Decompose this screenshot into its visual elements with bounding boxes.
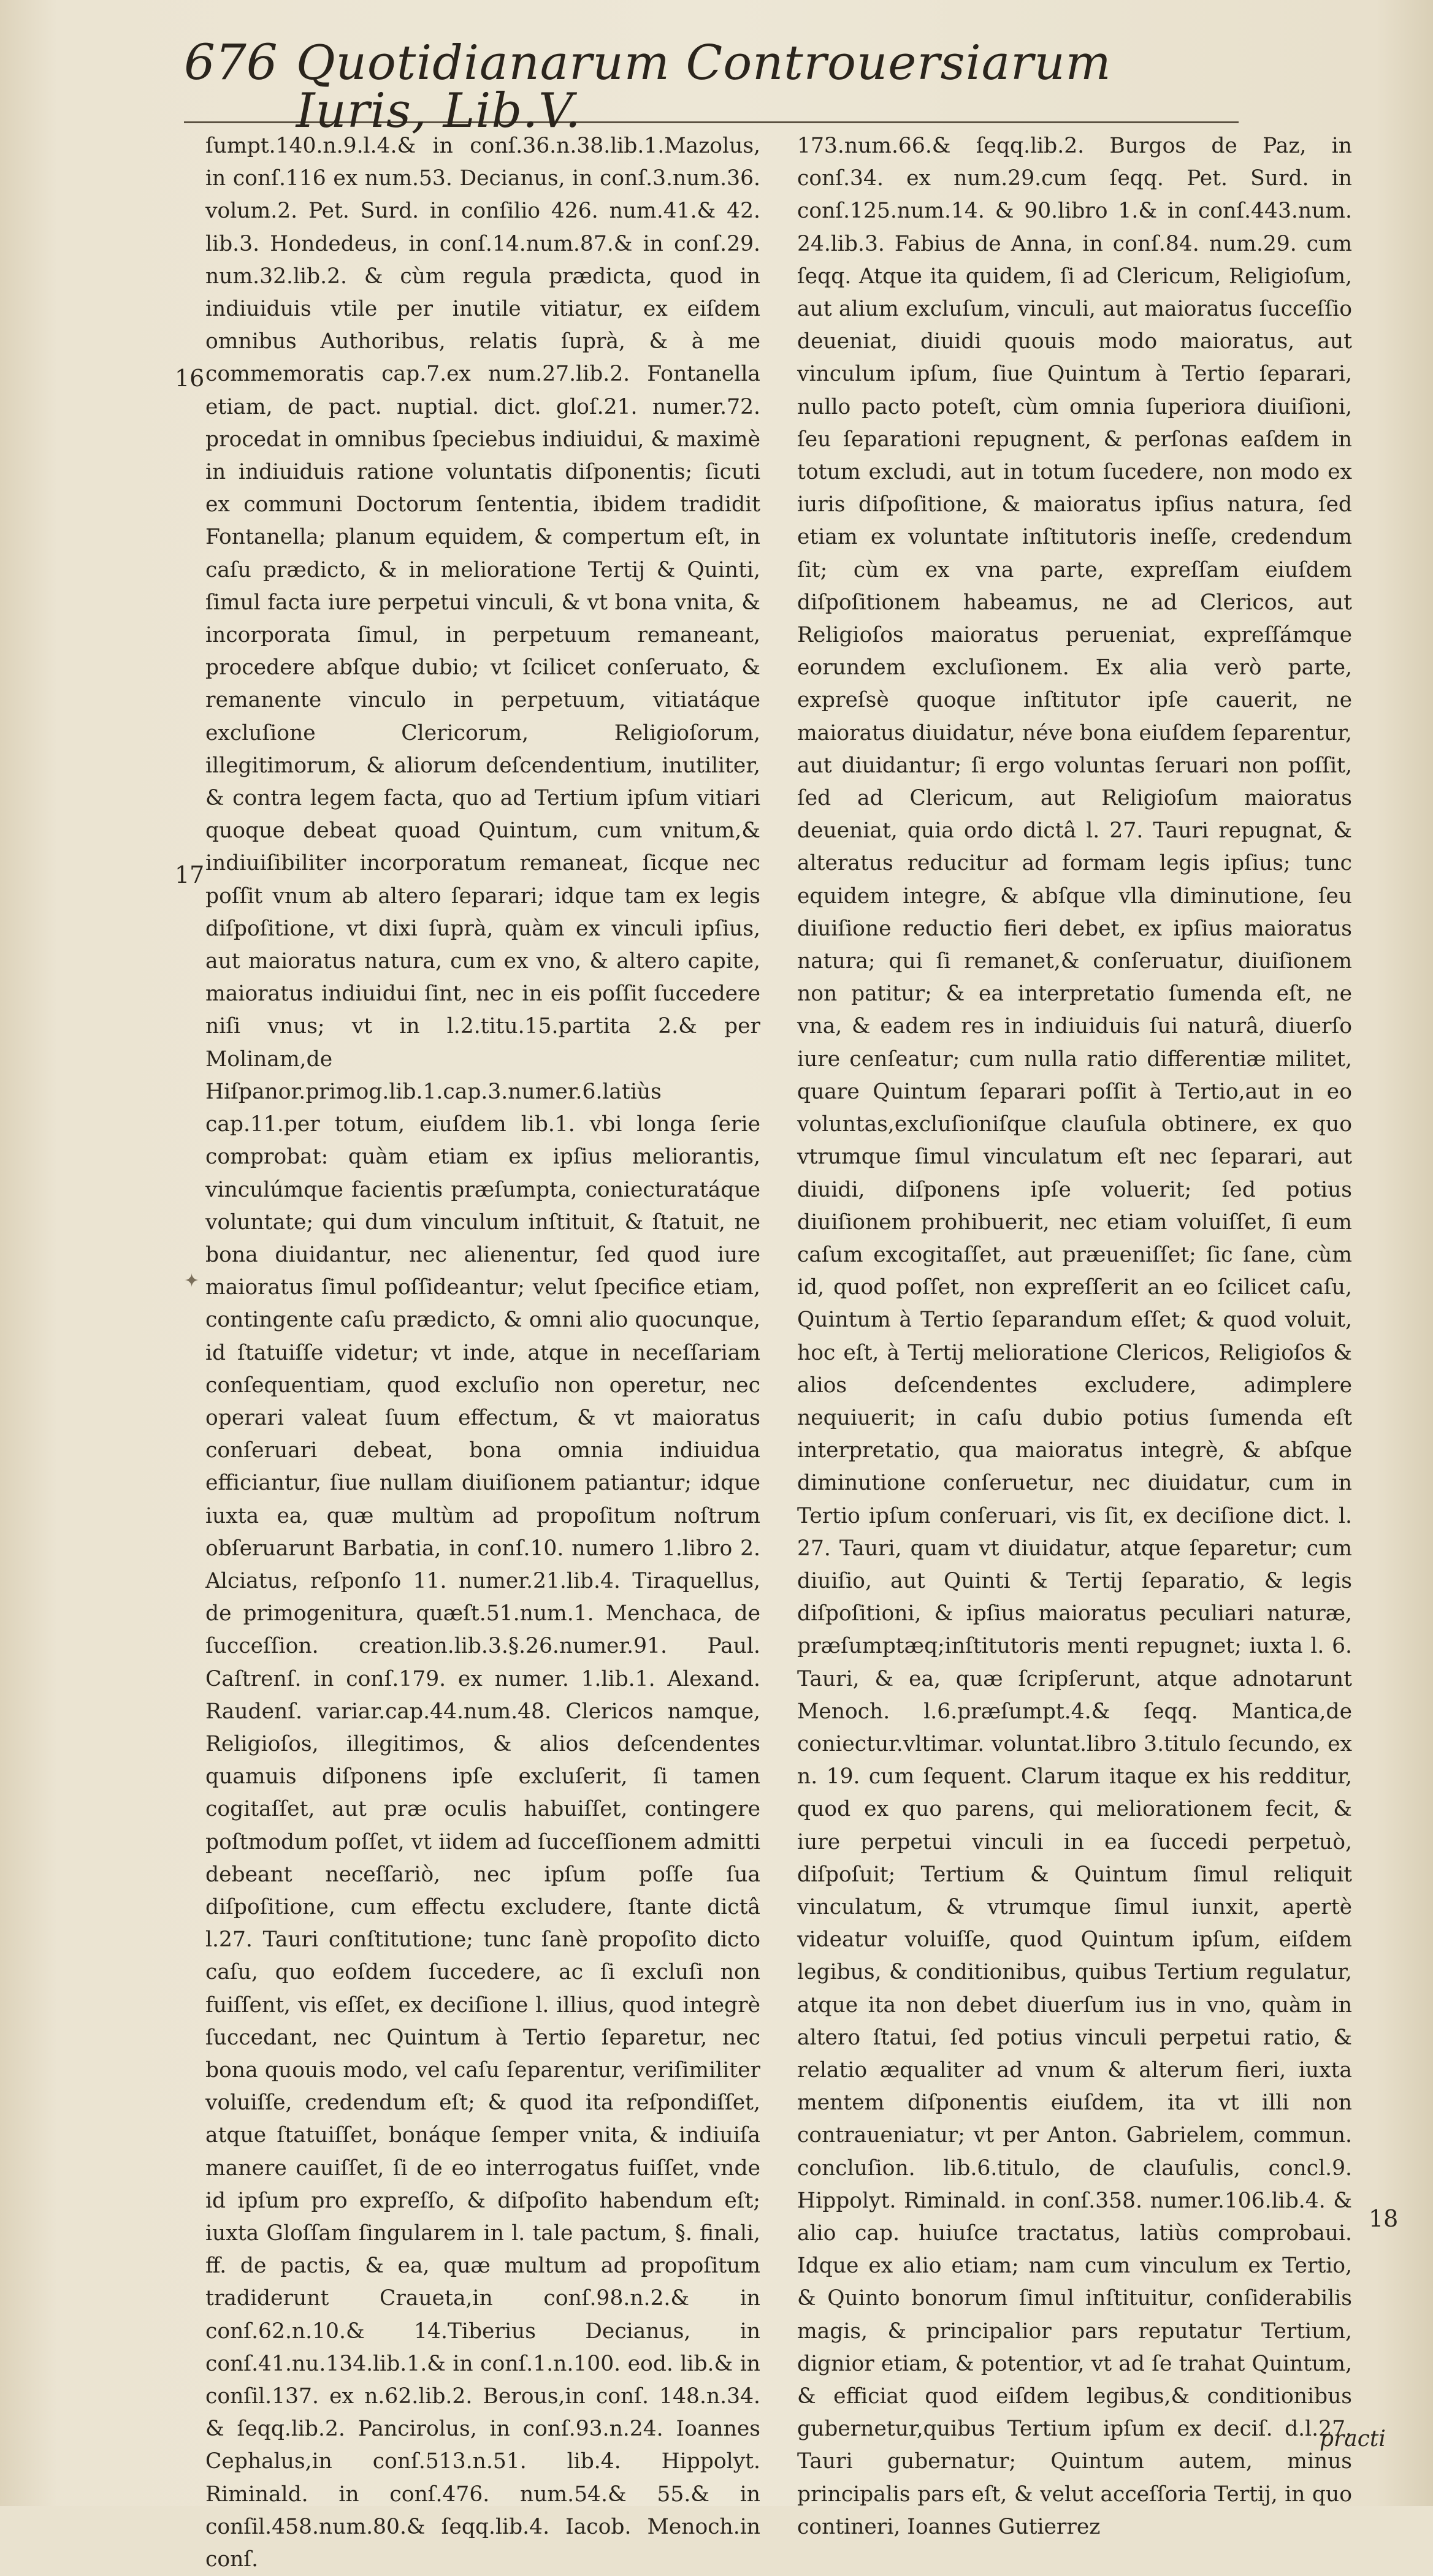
- margin-number-16: 16: [175, 365, 205, 392]
- left-column-text: ſumpt.140.n.9.l.4.& in conſ.36.n.38.lib.1.Mazolus, in conſ.116 ex num.53. Decianus, in conſ.3.num.36. volum.2. Pet. Surd. in conſilio 426. num.41.& 42. lib.3. Hondedeus, in conſ.14.num.87.& in conſ.29. num.32.lib.2. & cùm regula prædicta, quod in indiuiduis vtile per inutile vitiatur, ex eiſdem omnibus Authoribus, relatis ſuprà, & à me commemoratis cap.7.ex num.27.lib.2. Fontanella etiam, de pact. nuptial. dict. gloſ.21. numer.72. procedat in omnibus ſpeciebus indiuidui, & maximè in indiuiduis ratione voluntatis diſponentis; ſicuti ex communi Doctorum ſententia, ibidem tradidit Fontanella; planum equidem, & compertum eſt, in caſu prædicto, & in melioratione Tertij & Quinti, ſimul facta iure perpetui vinculi, & vt bona vnita, & incorporata ſimul, in perpetuum remaneant, procedere abſque dubio; vt ſcilicet conſeruato, & remanente vinculo in perpetuum, vitiatáque excluſione Clericorum, Religioſorum, illegitimorum, & aliorum deſcendentium, inutiliter, & contra legem facta, quo ad Tertium ipſum vitiari quoque debeat quoad Quintum, cum vnitum,& indiuiſibiliter incorporatum remaneat, ſicque nec poſſit vnum ab altero ſeparari; idque tam ex legis diſpoſitione, vt dixi ſuprà, quàm ex vinculi ipſius, aut maioratus natura, cum ex vno, & altero capite, maioratus indiuidui ſint, nec in eis poſſit ſuccedere niſi vnus; vt in l.2.titu.15.partita 2.& per Molinam,de Hiſpanor.primog.lib.1.cap.3.numer.6.latiùs cap.11.per totum, eiuſdem lib.1. vbi longa ſerie comprobat: quàm etiam ex ipſius meliorantis, vinculúmque facientis præſumpta, coniecturatáque voluntate; qui dum vinculum inſtituit, & ſtatuit, ne bona diuidantur, nec alienentur, ſed quod iure maioratus ſimul poſſideantur; velut ſpecifice etiam, contingente caſu prædicto, & omni alio quocunque, id ſtatuiſſe videtur; vt inde, atque in neceſſariam conſequentiam, quod excluſio non operetur, nec operari valeat ſuum effectum, & vt maioratus conſeruari debeat, bona omnia indiuidua efficiantur, ſiue nullam diuiſionem patiantur; idque iuxta ea, quæ multùm ad propoſitum noſtrum obſeruarunt Barbatia, in conſ.10. numero 1.libro 2. Alciatus, reſponſo 11. numer.21.lib.4. Tiraquellus, de primogenitura, quæſt.51.num.1. Menchaca, de ſucceſſion. creation.lib.3.§.26.numer.91. Paul. Caſtrenſ. in conſ.179. ex numer. 1.lib.1. Alexand. Raudenſ. variar.cap.44.num.48. Clericos namque, Religioſos, illegitimos, & alios deſcendentes quamuis diſponens ipſe excluſerit, ſi tamen cogitaſſet, aut præ oculis habuiſſet, contingere poſtmodum poſſet, vt iidem ad ſucceſſionem admitti debeant neceſſariò, nec ipſum poſſe ſua diſpoſitione, cum effectu excludere, ſtante dictâ l.27. Tauri conſtitutione; tunc ſanè propoſito dicto caſu, quo eoſdem ſuccedere, ac ſi excluſi non fuiſſent, vis eſſet, ex deciſione l. illius, quod integrè ſuccedant, nec Quintum à Tertio ſeparetur, nec bona quouis modo, vel caſu ſeparentur, veriſimiliter voluiſſe, credendum eſt; & quod ita reſpondiſſet, atque ſtatuiſſet, bonáque ſemper vnita, & indiuiſa manere cauiſſet, ſi de eo interrogatus fuiſſet, vnde id ipſum pro expreſſo, & diſpoſito habendum eſt; iuxta Gloſſam ſingularem in l. tale pactum, §. finali, ff. de pactis, & ea, quæ multum ad propoſitum tradiderunt Craueta,in conſ.98.n.2.& in conſ.62.n.10.& 14.Tiberius Decianus, in conſ.41.nu.134.lib.1.& in conſ.1.n.100. eod. lib.& in conſil.137. ex n.62.lib.2. Berous,in conſ. 148.n.34. & ſeqq.lib.2. Pancirolus, in conſ.93.n.24. Ioannes Cephalus,in conſ.513.n.51. lib.4. Hippolyt. Riminald. in conſ.476. num.54.& 55.& in conſil.458.num.80.& ſeqq.lib.4. Iacob. Menoch.in conſ.: [205, 134, 761, 2572]
- running-title: Quotidianarum Controuersiarum Iuris, Lib.V.: [296, 36, 1112, 139]
- running-header: [184, 34, 1239, 139]
- page-number: 676: [184, 34, 278, 91]
- margin-ornament-icon: ✦: [184, 1270, 200, 1292]
- left-column: [205, 130, 761, 2572]
- margin-number-18: 18: [1369, 2205, 1399, 2232]
- right-column-text: 173.num.66.& ſeqq.lib.2. Burgos de Paz, in conſ.34. ex num.29.cum ſeqq. Pet. Surd. in conſ.125.num.14. & 90.libro 1.& in conſ.443.num. 24.lib.3. Fabius de Anna, in conſ.84. num.29. cum ſeqq. Atque ita quidem, ſi ad Clericum, Religioſum, aut alium excluſum, vinculi, aut maioratus ſucceſſio deueniat, diuidi quouis modo maioratus, aut vinculum ipſum, ſiue Quintum à Tertio ſeparari, nullo pacto poteſt, cùm omnia ſuperiora diuiſioni, ſeu ſeparationi repugnent, & perſonas eaſdem in totum excludi, aut in totum ſucedere, non modo ex iuris diſpoſitione, & maioratus ipſius natura, ſed etiam ex voluntate inſtitutoris ineſſe, credendum ſit; cùm ex vna parte, expreſſam eiuſdem diſpoſitionem habeamus, ne ad Clericos, aut Religioſos maioratus perueniat, expreſſámque eorundem excluſionem. Ex alia verò parte, expreſsè quoque inſtitutor ipſe cauerit, ne maioratus diuidatur, néve bona eiuſdem ſeparentur, aut diuidantur; ſi ergo voluntas ſeruari non poſſit, ſed ad Clericum, aut Religioſum maioratus deueniat, quia ordo dictâ l. 27. Tauri repugnat, & alteratus reducitur ad formam legis ipſius; tunc equidem integre, & abſque vlla diminutione, ſeu diuiſione reductio fieri debet, ex ipſius maioratus natura; qui ſi remanet,& conſeruatur, diuiſionem non patitur; & ea interpretatio ſumenda eſt, ne vna, & eadem res in indiuiduis ſui naturâ, diuerſo iure cenſeatur; cum nulla ratio differentiæ militet, quare Quintum ſeparari poſſit à Tertio,aut in eo voluntas,excluſioniſque clauſula obtinere, ex quo vtrumque ſimul vinculatum eſt nec ſeparari, aut diuidi, diſponens ipſe voluerit; ſed potius diuiſionem prohibuerit, nec etiam voluiſſet, ſi eum caſum excogitaſſet, aut præueniſſet; ſic ſane, cùm id, quod poſſet, non expreſſerit an eo ſcilicet caſu, Quintum à Tertio ſeparandum eſſet; & quod voluit, hoc eſt, à Tertij melioratione Clericos, Religioſos & alios deſcendentes excludere, adimplere nequiuerit; in caſu dubio potius ſumenda eſt interpretatio, qua maioratus integrè, & abſque diminutione conſeruetur, nec diuidatur, cum in Tertio ipſum conſeruari, vis ſit, ex deciſione dict. l. 27. Tauri, quam vt diuidatur, atque ſeparetur; cum diuiſio, aut Quinti & Tertij ſeparatio, & legis diſpoſitioni, & ipſius maioratus peculiari naturæ, præſumptæq;inſtitutoris menti repugnet; iuxta l. 6. Tauri, & ea, quæ ſcripſerunt, atque adnotarunt Menoch. l.6.præſumpt.4.& ſeqq. Mantica,de coniectur.vltimar. voluntat.libro 3.titulo ſecundo, ex n. 19. cum ſequent. Clarum itaque ex his redditur, quod ex quo parens, qui meliorationem fecit, & iure perpetui vinculi in ea ſuccedi perpetuò, diſpoſuit; Tertium & Quintum ſimul reliquit vinculatum, & vtrumque ſimul iunxit, apertè videatur voluiſſe, quod Quintum ipſum, eiſdem legibus, & conditionibus, quibus Tertium regulatur, atque ita non debet diuerſum ius in vno, quàm in altero ſtatui, ſed potius vinculi perpetui ratio, & relatio æqualiter ad vnum & alterum fieri, iuxta mentem diſponentis eiuſdem, ita vt illi non contraueniatur; vt per Anton. Gabrielem, commun. concluſion. lib.6.titulo, de clauſulis, concl.9. Hippolyt. Riminald. in conſ.358. numer.106.lib.4. & alio cap. huiuſce tractatus, latiùs comprobaui. Idque ex alio etiam; nam cum vinculum ex Tertio, & Quinto bonorum ſimul inſtituitur, conſiderabilis magis, & principalior pars reputatur Tertium, dignior etiam, & potentior, vt ad ſe trahat Quintum, & efficiat quod eiſdem legibus,& conditionibus gubernetur,quibus Tertium ipſum ex deciſ. d.l.27. Tauri gubernatur; Quintum autem, minus principalis pars eſt, & velut acceſſoria Tertij, in quo contineri, Ioannes Gutierrez: [797, 134, 1352, 2539]
- margin-number-17: 17: [175, 861, 205, 888]
- right-column: [797, 130, 1352, 2539]
- catchword: practi: [1320, 2426, 1386, 2452]
